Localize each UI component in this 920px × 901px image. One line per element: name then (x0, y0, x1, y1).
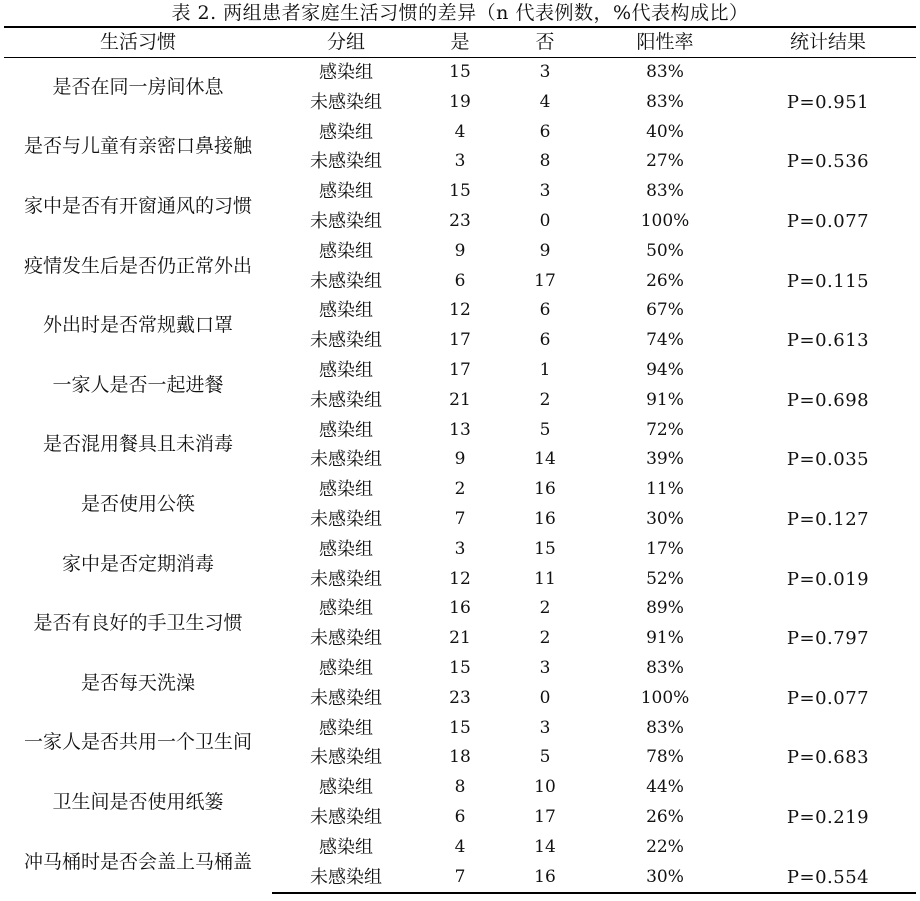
table-row (4, 475, 916, 505)
yes-cell: 7 (420, 863, 500, 894)
habit-cell: 疫情发生后是否仍正常外出 (23, 254, 252, 277)
habit-cell: 家中是否定期消毒 (61, 552, 214, 575)
p-value-cell: P=0.951 (786, 91, 870, 113)
no-cell: 3 (539, 62, 551, 82)
rate-cell: 30% (590, 863, 740, 894)
table-row (4, 833, 916, 863)
group-cell: 未感染组 (310, 747, 382, 769)
table-row (4, 118, 916, 148)
no-cell: 17 (534, 270, 556, 291)
group-cell: 未感染组 (310, 508, 382, 530)
no-cell: 5 (539, 419, 551, 440)
p-value-cell: P=0.019 (786, 568, 870, 590)
yes-cell: 21 (449, 389, 471, 410)
group-cell: 感染组 (319, 240, 373, 262)
no-cell: 0 (539, 210, 551, 231)
yes-cell: 15 (449, 657, 471, 678)
yes-cell: 6 (454, 806, 466, 827)
rate-cell: 11% (646, 479, 684, 500)
result-cell-empty (740, 356, 916, 386)
rate-cell: 40% (646, 121, 684, 142)
group-cell: 未感染组 (310, 330, 382, 352)
result-cell-empty (740, 535, 916, 565)
yes-cell: 23 (449, 210, 471, 231)
p-value-cell: P=0.536 (786, 151, 870, 173)
group-cell: 感染组 (319, 300, 373, 322)
no-cell: 4 (539, 91, 551, 112)
group-cell: 未感染组 (310, 568, 382, 590)
no-cell: 10 (534, 777, 556, 798)
group-cell: 未感染组 (310, 687, 382, 709)
rate-cell: 83% (646, 181, 684, 202)
result-cell-empty (740, 296, 916, 326)
habit-cell: 是否使用公筷 (80, 493, 195, 516)
no-cell: 11 (534, 568, 556, 589)
header-no: 否 (500, 27, 590, 58)
yes-cell: 8 (454, 777, 466, 798)
yes-cell: 6 (454, 270, 466, 291)
rate-cell: 52% (646, 568, 684, 589)
table-row (4, 416, 916, 446)
habit-cell: 外出时是否常规戴口罩 (42, 314, 233, 337)
habit-cell: 是否在同一房间休息 (52, 75, 224, 98)
no-cell: 16 (534, 479, 556, 500)
no-cell: 8 (539, 151, 551, 172)
group-cell: 感染组 (319, 657, 373, 679)
yes-cell: 15 (449, 181, 471, 202)
yes-cell: 21 (449, 628, 471, 649)
group-cell: 未感染组 (272, 863, 420, 894)
yes-cell: 3 (454, 538, 466, 559)
yes-cell: 19 (449, 91, 471, 112)
table-row (4, 356, 916, 386)
rate-cell: 39% (646, 449, 684, 470)
group-cell: 感染组 (319, 538, 373, 560)
table-row (4, 773, 916, 803)
group-cell: 感染组 (319, 598, 373, 620)
rate-cell: 89% (646, 598, 684, 619)
no-cell: 5 (539, 747, 551, 768)
result-cell-empty (740, 773, 916, 803)
yes-cell: 17 (449, 359, 471, 380)
no-cell: 2 (539, 389, 551, 410)
table-row (4, 237, 916, 267)
no-cell: 3 (539, 657, 551, 678)
rate-cell: 83% (646, 657, 684, 678)
result-cell-empty (740, 118, 916, 148)
p-value-cell: P=0.077 (786, 210, 870, 232)
table-body (4, 58, 916, 894)
group-cell: 未感染组 (310, 151, 382, 173)
p-value-cell: P=0.219 (786, 806, 870, 828)
no-cell: 1 (539, 359, 551, 380)
result-cell-empty (740, 594, 916, 624)
p-value-cell: P=0.613 (786, 330, 870, 352)
rate-cell: 67% (646, 300, 684, 321)
rate-cell: 83% (646, 62, 684, 82)
result-cell-empty (740, 237, 916, 267)
group-cell: 感染组 (319, 717, 373, 739)
yes-cell: 2 (454, 479, 466, 500)
rate-cell: 17% (646, 538, 684, 559)
table-row (4, 535, 916, 565)
p-value-cell: P=0.797 (786, 628, 870, 650)
yes-cell: 23 (449, 687, 471, 708)
header-yes: 是 (420, 27, 500, 58)
habits-table (4, 26, 916, 894)
no-cell: 6 (539, 121, 551, 142)
table-row (4, 654, 916, 684)
rate-cell: 74% (646, 330, 684, 351)
yes-cell: 4 (454, 836, 466, 857)
rate-cell: 100% (640, 687, 690, 708)
rate-cell: 44% (646, 777, 684, 798)
yes-cell: 7 (454, 508, 466, 529)
result-cell-empty (740, 654, 916, 684)
result-cell-empty (740, 475, 916, 505)
group-cell: 未感染组 (310, 389, 382, 411)
table-row (4, 296, 916, 326)
yes-cell: 13 (449, 419, 471, 440)
rate-cell: 26% (646, 270, 684, 291)
no-cell: 16 (534, 508, 556, 529)
group-cell: 感染组 (319, 777, 373, 799)
yes-cell: 17 (449, 330, 471, 351)
rate-cell: 78% (646, 747, 684, 768)
habit-cell: 是否每天洗澡 (80, 671, 195, 694)
p-value-cell: P=0.698 (786, 389, 870, 411)
yes-cell: 15 (449, 62, 471, 82)
group-cell: 未感染组 (310, 270, 382, 292)
yes-cell: 15 (449, 717, 471, 738)
p-value-cell: P=0.127 (786, 508, 870, 530)
rate-cell: 91% (646, 628, 684, 649)
header-positive-rate: 阳性率 (590, 27, 740, 58)
rate-cell: 83% (646, 91, 684, 112)
yes-cell: 12 (449, 300, 471, 321)
result-cell-empty (740, 833, 916, 863)
group-cell: 未感染组 (310, 806, 382, 828)
result-cell-empty (740, 58, 916, 88)
no-cell: 15 (534, 538, 556, 559)
yes-cell: 12 (449, 568, 471, 589)
group-cell: 感染组 (319, 121, 373, 143)
rate-cell: 83% (646, 717, 684, 738)
no-cell: 6 (539, 300, 551, 321)
group-cell: 未感染组 (310, 628, 382, 650)
yes-cell: 3 (454, 151, 466, 172)
no-cell: 0 (539, 687, 551, 708)
header-habit: 生活习惯 (4, 27, 272, 58)
table-caption: 表 2. 两组患者家庭生活习惯的差异（n 代表例数，%代表构成比） (171, 2, 749, 24)
habit-cell: 一家人是否一起进餐 (52, 373, 224, 396)
no-cell: 3 (539, 717, 551, 738)
rate-cell: 26% (646, 806, 684, 827)
table-row (4, 714, 916, 744)
yes-cell: 9 (454, 240, 466, 261)
group-cell: 感染组 (319, 479, 373, 501)
no-cell: 2 (539, 598, 551, 619)
group-cell: 感染组 (319, 181, 373, 203)
group-cell: 感染组 (319, 419, 373, 441)
yes-cell: 4 (454, 121, 466, 142)
no-cell: 9 (539, 240, 551, 261)
habit-cell: 一家人是否共用一个卫生间 (23, 731, 252, 754)
no-cell: 16 (500, 863, 590, 894)
habit-cell: 卫生间是否使用纸篓 (52, 791, 224, 814)
group-cell: 未感染组 (310, 210, 382, 232)
no-cell: 17 (534, 806, 556, 827)
p-value-cell: P=0.683 (786, 747, 870, 769)
group-cell: 未感染组 (310, 449, 382, 471)
no-cell: 14 (534, 836, 556, 857)
table-row (4, 177, 916, 207)
habit-cell: 冲马桶时是否会盖上马桶盖 (23, 851, 252, 874)
group-cell: 感染组 (319, 359, 373, 381)
result-cell-empty (740, 714, 916, 744)
rate-cell: 72% (646, 419, 684, 440)
rate-cell: 94% (646, 359, 684, 380)
rate-cell: 22% (646, 836, 684, 857)
header-group: 分组 (272, 27, 420, 58)
rate-cell: 30% (646, 508, 684, 529)
rate-cell: 27% (646, 151, 684, 172)
yes-cell: 18 (449, 747, 471, 768)
no-cell: 3 (539, 181, 551, 202)
habit-cell: 是否有良好的手卫生习惯 (33, 612, 243, 635)
habit-cell: 是否混用餐具且未消毒 (42, 433, 233, 456)
p-value-cell: P=0.554 (740, 863, 916, 894)
rate-cell: 91% (646, 389, 684, 410)
group-cell: 感染组 (319, 836, 373, 858)
table-row (4, 58, 916, 88)
habit-cell: 是否与儿童有亲密口鼻接触 (23, 135, 252, 158)
header-row (4, 27, 916, 58)
no-cell: 14 (534, 449, 556, 470)
group-cell: 未感染组 (310, 91, 382, 113)
rate-cell: 50% (646, 240, 684, 261)
table-row (4, 594, 916, 624)
rate-cell: 100% (640, 210, 690, 231)
yes-cell: 16 (449, 598, 471, 619)
header-statistic: 统计结果 (740, 27, 916, 58)
no-cell: 2 (539, 628, 551, 649)
no-cell: 6 (539, 330, 551, 351)
result-cell-empty (740, 177, 916, 207)
p-value-cell: P=0.115 (786, 270, 870, 292)
group-cell: 感染组 (319, 62, 373, 83)
result-cell-empty (740, 416, 916, 446)
yes-cell: 9 (454, 449, 466, 470)
habit-cell: 家中是否有开窗通风的习惯 (23, 195, 252, 218)
p-value-cell: P=0.035 (786, 449, 870, 471)
p-value-cell: P=0.077 (786, 687, 870, 709)
